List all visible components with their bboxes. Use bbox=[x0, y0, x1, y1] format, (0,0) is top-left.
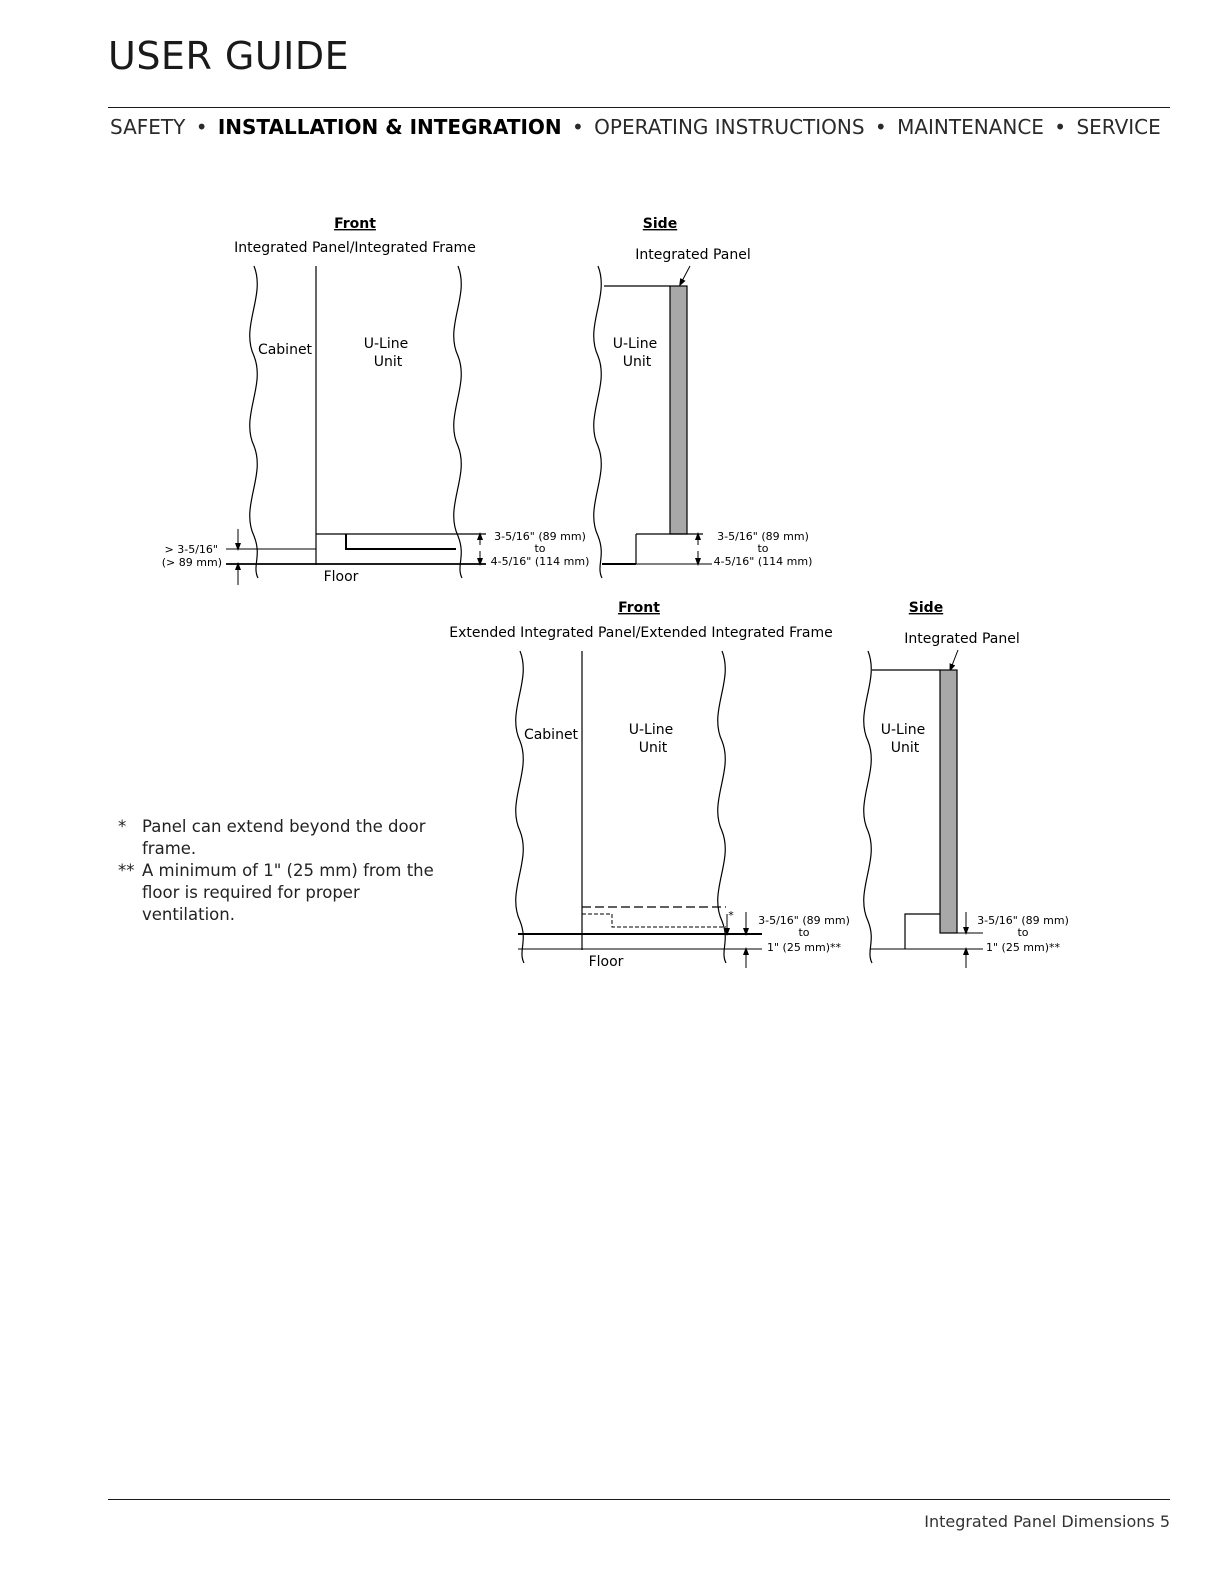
page-title: USER GUIDE bbox=[108, 34, 350, 78]
footnote-text: Panel can extend beyond the door frame. bbox=[142, 817, 426, 858]
d1-front-break-left bbox=[250, 266, 258, 578]
footnote-text: A minimum of 1" (25 mm) from the floor is required for proper ventilation. bbox=[142, 861, 434, 924]
d1-side-break bbox=[594, 266, 602, 578]
footnote-marker: * bbox=[118, 817, 127, 836]
page-footer: Integrated Panel Dimensions 5 bbox=[924, 1512, 1170, 1531]
d2-front-subtitle: Extended Integrated Panel/Extended Integrated Frame bbox=[449, 625, 833, 641]
d1-side-dim: 3-5/16" (89 mm) bbox=[717, 530, 809, 543]
d2-side-panel bbox=[940, 670, 957, 933]
d1-side-dim: 4-5/16" (114 mm) bbox=[713, 555, 813, 568]
d2-front-heading: Front bbox=[618, 600, 660, 616]
d1-front-left-dim: > 3-5/16" bbox=[164, 543, 218, 556]
d2-side-panel-label: Integrated Panel bbox=[904, 631, 1020, 647]
d1-side-unit-label: Unit bbox=[622, 354, 652, 370]
d1-front-unit-label: U-Line bbox=[363, 336, 409, 352]
nav-item-service: SERVICE bbox=[1076, 115, 1161, 139]
d1-front-unit-label: Unit bbox=[373, 354, 403, 370]
nav-item-maintenance: MAINTENANCE bbox=[897, 115, 1044, 139]
d1-side-panel bbox=[670, 286, 687, 534]
diagram2-front bbox=[449, 600, 850, 970]
nav-item-safety: SAFETY bbox=[110, 115, 186, 139]
d1-front-break-right bbox=[454, 266, 462, 578]
d2-front-unit-label: U-Line bbox=[628, 722, 674, 738]
d2-side-unit-label: U-Line bbox=[880, 722, 926, 738]
d2-front-floor-label: Floor bbox=[588, 954, 624, 970]
d1-front-right-dim: 3-5/16" (89 mm) bbox=[494, 530, 586, 543]
d2-front-dim: 1" (25 mm)** bbox=[766, 941, 842, 954]
d2-side-break bbox=[864, 651, 872, 963]
nav-separator: • bbox=[572, 115, 584, 139]
d2-front-cabinet-label: Cabinet bbox=[523, 727, 579, 743]
d2-front-dim: to bbox=[798, 926, 810, 939]
footer-divider bbox=[108, 1499, 1170, 1500]
diagram1-side bbox=[594, 216, 813, 578]
d2-side-dim: 1" (25 mm)** bbox=[985, 941, 1061, 954]
d1-side-dim: to bbox=[757, 542, 769, 555]
nav-separator: • bbox=[1054, 115, 1067, 139]
d1-side-unit-label: U-Line bbox=[612, 336, 658, 352]
d2-side-dim: to bbox=[1017, 926, 1029, 939]
d2-front-unit-label: Unit bbox=[638, 740, 668, 756]
d1-side-heading: Side bbox=[642, 216, 678, 232]
d1-front-heading: Front bbox=[334, 216, 376, 232]
diagram2-side bbox=[864, 600, 1069, 968]
d1-front-right-dim: 4-5/16" (114 mm) bbox=[490, 555, 590, 568]
d1-side-panel-label: Integrated Panel bbox=[635, 247, 751, 263]
d2-front-dim: 3-5/16" (89 mm) bbox=[758, 914, 850, 927]
d1-front-floor-label: Floor bbox=[323, 569, 359, 585]
nav-item-installation: INSTALLATION & INTEGRATION bbox=[217, 115, 562, 139]
nav-separator: • bbox=[874, 115, 887, 139]
d2-front-break-right bbox=[718, 651, 726, 963]
d2-side-unit-label: Unit bbox=[890, 740, 920, 756]
d2-side-heading: Side bbox=[908, 600, 944, 616]
d1-front-left-dim: (> 89 mm) bbox=[161, 556, 222, 569]
diagram1-front bbox=[162, 216, 590, 585]
footnote bbox=[118, 860, 448, 926]
d1-front-right-dim: to bbox=[534, 542, 546, 555]
footnote bbox=[118, 816, 448, 860]
d2-side-dim: 3-5/16" (89 mm) bbox=[977, 914, 1069, 927]
footnotes bbox=[118, 816, 448, 926]
d1-front-subtitle: Integrated Panel/Integrated Frame bbox=[234, 240, 476, 256]
footnote-marker: ** bbox=[118, 861, 135, 880]
d2-front-break-left bbox=[516, 651, 524, 963]
d1-front-cabinet-label: Cabinet bbox=[257, 342, 313, 358]
d2-front-asterisk: * bbox=[728, 909, 734, 922]
nav-separator: • bbox=[195, 115, 208, 139]
nav-item-operating: OPERATING INSTRUCTIONS bbox=[594, 115, 865, 139]
